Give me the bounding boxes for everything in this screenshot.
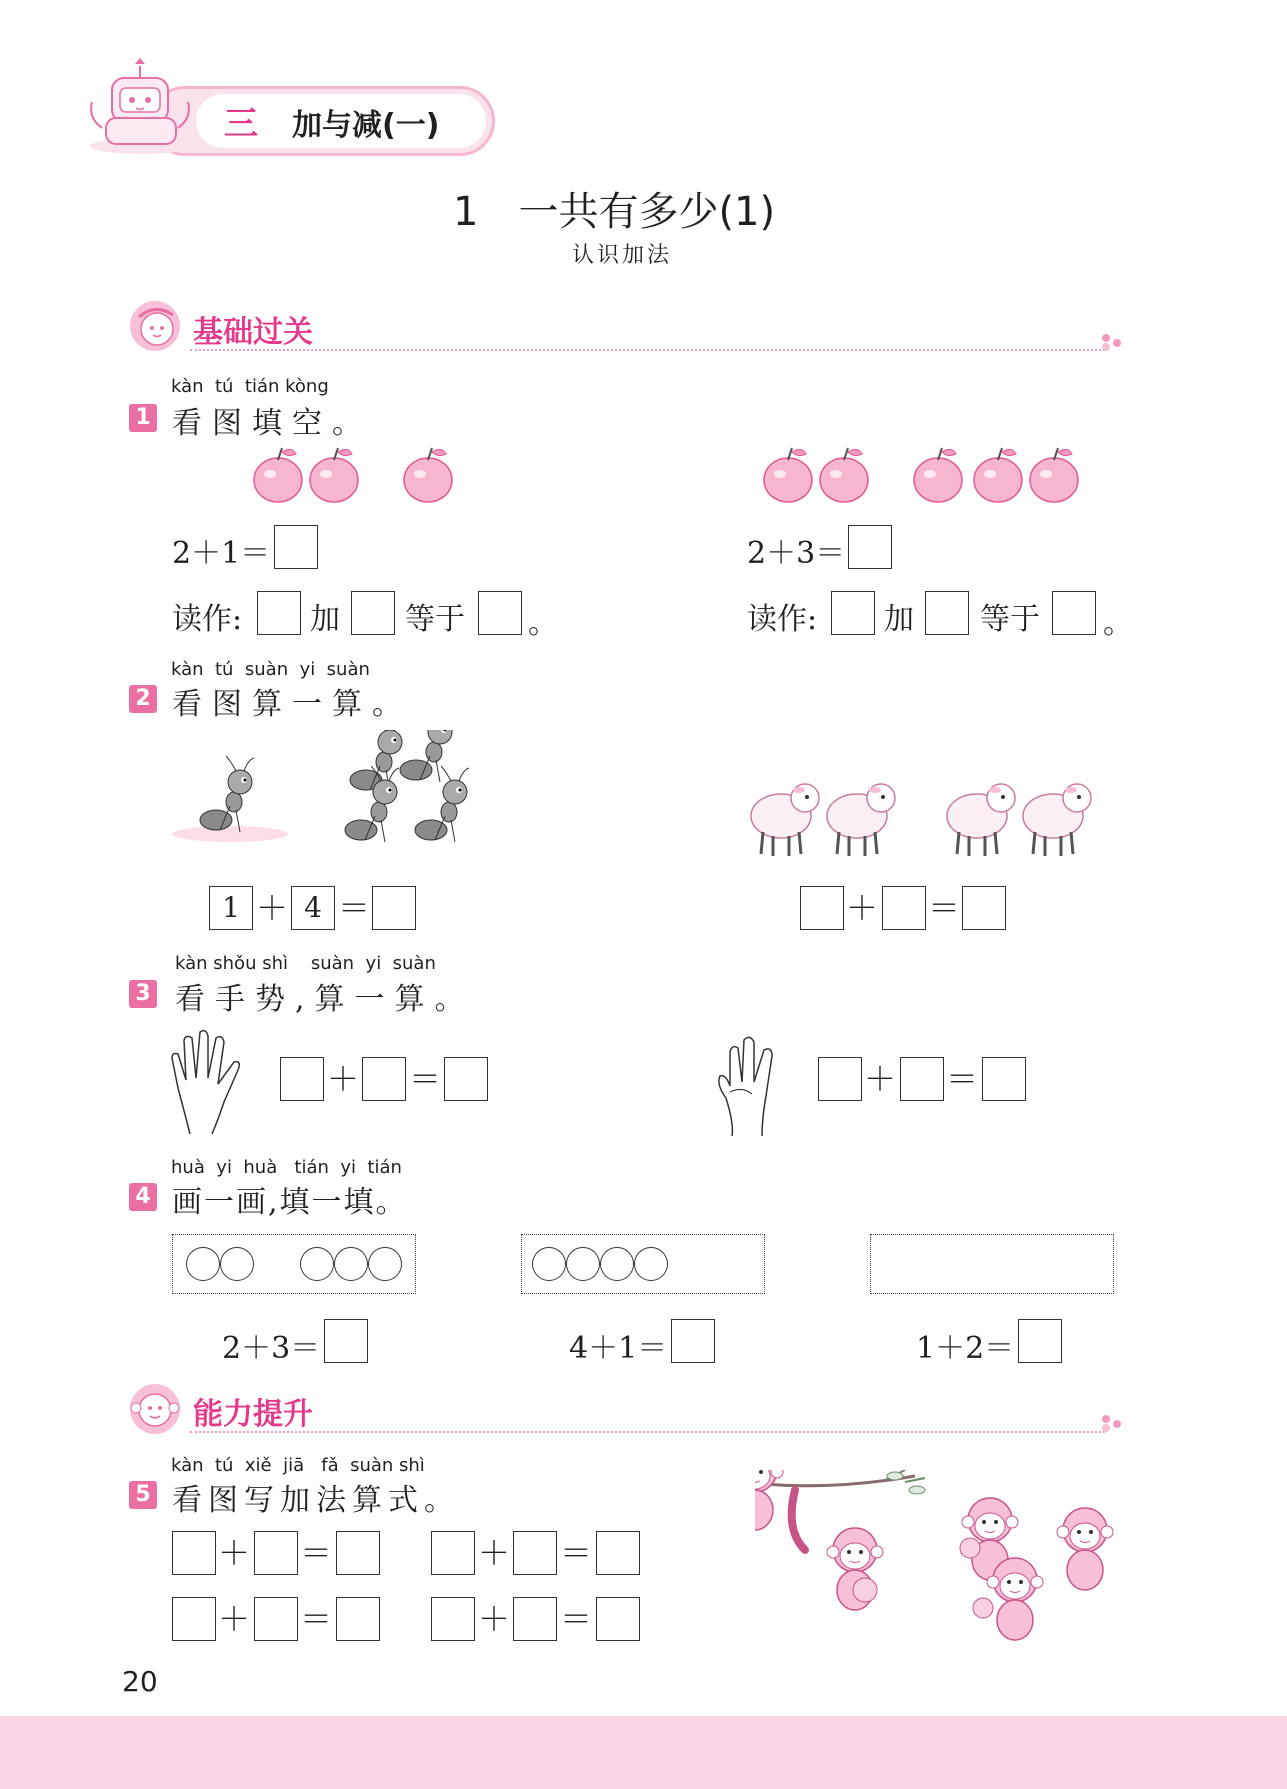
q3-right-equals: ＝ bbox=[946, 1060, 979, 1098]
lesson-title: 1 一共有多少(1) bbox=[453, 189, 776, 235]
q5-row2-left-answer[interactable] bbox=[336, 1597, 380, 1641]
q1-right-read-box-2[interactable] bbox=[925, 591, 969, 635]
apples-left-image bbox=[250, 446, 460, 506]
dots-decoration-icon bbox=[1100, 332, 1130, 352]
q5-pinyin: kàn tú xiě jiā fǎ suàn shì bbox=[171, 1455, 425, 1476]
q4-circle bbox=[334, 1247, 368, 1281]
q1-right-answer-box[interactable] bbox=[848, 525, 892, 569]
q4-pinyin: huà yi huà tián yi tián bbox=[171, 1157, 402, 1178]
q5-row1-left-addend-1[interactable] bbox=[172, 1531, 216, 1575]
q5-row2-left-addend-1[interactable] bbox=[172, 1597, 216, 1641]
monkey-mascot-icon bbox=[127, 1382, 185, 1436]
q2-left-addend-1: 1 bbox=[209, 886, 253, 930]
q2-pinyin: kàn tú suàn yi suàn bbox=[171, 659, 370, 680]
q1-right-read-as: 读作: bbox=[747, 602, 818, 637]
q3-right-addend-1[interactable] bbox=[818, 1057, 862, 1101]
footer-band bbox=[0, 1716, 1287, 1789]
section-title-basic: 基础过关 bbox=[193, 315, 313, 350]
q5-plus: ＋ bbox=[478, 1600, 511, 1638]
q4-circle bbox=[634, 1247, 668, 1281]
q4-circle bbox=[600, 1247, 634, 1281]
q3-left-plus: ＋ bbox=[327, 1060, 360, 1098]
q4-answer-box-3[interactable] bbox=[1018, 1319, 1062, 1363]
q2-right-answer-box[interactable] bbox=[962, 886, 1006, 930]
q1-number-badge: 1 bbox=[129, 404, 157, 432]
q1-right-read-box-1[interactable] bbox=[831, 591, 875, 635]
q1-left-period: 。 bbox=[528, 606, 558, 641]
q4-circle bbox=[566, 1247, 600, 1281]
q5-row2-right-addend-1[interactable] bbox=[431, 1597, 475, 1641]
q3-left-addend-1[interactable] bbox=[280, 1057, 324, 1101]
section-title-advanced: 能力提升 bbox=[193, 1397, 313, 1432]
robot-mascot-icon bbox=[82, 58, 202, 158]
q5-number-badge: 5 bbox=[129, 1481, 157, 1509]
q4-circle bbox=[220, 1247, 254, 1281]
q1-pinyin: kàn tú tián kòng bbox=[171, 376, 329, 397]
hand-five-fingers-icon bbox=[168, 1028, 248, 1136]
q2-left-equals: ＝ bbox=[338, 889, 371, 927]
q5-row1-right-answer[interactable] bbox=[596, 1531, 640, 1575]
q5-row2-left-addend-2[interactable] bbox=[254, 1597, 298, 1641]
q2-right-addend-1[interactable] bbox=[800, 886, 844, 930]
q4-circle bbox=[368, 1247, 402, 1281]
q2-right-addend-2[interactable] bbox=[882, 886, 926, 930]
q1-left-equation: 2＋1＝ bbox=[172, 536, 271, 571]
q3-left-equals: ＝ bbox=[409, 1060, 442, 1098]
lesson-subtitle: 认识加法 bbox=[572, 243, 673, 268]
q1-right-period: 。 bbox=[1103, 606, 1133, 641]
apples-right-image bbox=[760, 446, 1090, 506]
q5-row1-left-addend-2[interactable] bbox=[254, 1531, 298, 1575]
q1-right-equals-word: 等于 bbox=[980, 602, 1040, 637]
q4-equation-3: 1＋2＝ bbox=[916, 1331, 1015, 1366]
q5-equals: ＝ bbox=[300, 1534, 333, 1572]
q5-row1-left-answer[interactable] bbox=[336, 1531, 380, 1575]
q1-left-plus-word: 加 bbox=[310, 602, 340, 637]
q1-left-answer-box[interactable] bbox=[274, 525, 318, 569]
q5-equals: ＝ bbox=[300, 1600, 333, 1638]
q1-right-plus-word: 加 bbox=[884, 602, 914, 637]
q1-left-read-box-2[interactable] bbox=[351, 591, 395, 635]
q5-row1-right-addend-2[interactable] bbox=[513, 1531, 557, 1575]
girl-mascot-icon bbox=[127, 299, 185, 353]
q2-left-answer-box[interactable] bbox=[372, 886, 416, 930]
q1-instruction: 看图填空。 bbox=[172, 406, 372, 441]
q2-left-plus: ＋ bbox=[256, 889, 289, 927]
section-divider-basic bbox=[190, 349, 1105, 351]
dots-decoration-icon bbox=[1100, 1413, 1130, 1433]
q5-instruction: 看图写加法算式。 bbox=[172, 1483, 460, 1518]
q5-equals: ＝ bbox=[560, 1600, 593, 1638]
q4-circle bbox=[532, 1247, 566, 1281]
q2-left-addend-2: 4 bbox=[291, 886, 335, 930]
q1-left-read-box-3[interactable] bbox=[478, 591, 522, 635]
q3-number-badge: 3 bbox=[129, 980, 157, 1008]
q1-right-read-box-3[interactable] bbox=[1052, 591, 1096, 635]
q5-plus: ＋ bbox=[218, 1534, 251, 1572]
q3-right-answer-box[interactable] bbox=[982, 1057, 1026, 1101]
page-number: 20 bbox=[122, 1665, 158, 1698]
q4-circle bbox=[300, 1247, 334, 1281]
q3-right-plus: ＋ bbox=[864, 1060, 897, 1098]
q4-drawing-area-3[interactable] bbox=[870, 1234, 1114, 1294]
q5-equals: ＝ bbox=[560, 1534, 593, 1572]
q2-number-badge: 2 bbox=[129, 685, 157, 713]
hand-three-fingers-icon bbox=[712, 1032, 782, 1136]
sheep-image bbox=[745, 770, 1095, 862]
q4-instruction: 画一画,填一填。 bbox=[172, 1185, 408, 1220]
ants-image bbox=[170, 730, 480, 870]
q3-instruction: 看手势,算一算。 bbox=[175, 982, 475, 1017]
monkeys-image bbox=[755, 1470, 1135, 1650]
q4-number-badge: 4 bbox=[129, 1183, 157, 1211]
q1-left-read-box-1[interactable] bbox=[257, 591, 301, 635]
q4-answer-box-1[interactable] bbox=[324, 1319, 368, 1363]
q4-answer-box-2[interactable] bbox=[671, 1319, 715, 1363]
q5-row2-right-addend-2[interactable] bbox=[513, 1597, 557, 1641]
q3-left-addend-2[interactable] bbox=[362, 1057, 406, 1101]
q5-row1-right-addend-1[interactable] bbox=[431, 1531, 475, 1575]
q1-right-equation: 2＋3＝ bbox=[747, 536, 846, 571]
q2-right-equals: ＝ bbox=[928, 889, 961, 927]
q3-pinyin: kàn shǒu shì suàn yi suàn bbox=[175, 953, 436, 974]
q2-instruction: 看图算一算。 bbox=[172, 687, 412, 722]
q1-left-read-as: 读作: bbox=[172, 602, 243, 637]
unit-number: 三 bbox=[224, 104, 258, 144]
q1-left-equals-word: 等于 bbox=[405, 602, 465, 637]
q3-right-addend-2[interactable] bbox=[900, 1057, 944, 1101]
q4-equation-1: 2＋3＝ bbox=[222, 1331, 321, 1366]
q2-right-plus: ＋ bbox=[846, 889, 879, 927]
section-divider-advanced bbox=[190, 1431, 1105, 1433]
q4-circle bbox=[186, 1247, 220, 1281]
q3-left-answer-box[interactable] bbox=[444, 1057, 488, 1101]
q5-plus: ＋ bbox=[478, 1534, 511, 1572]
q5-plus: ＋ bbox=[218, 1600, 251, 1638]
q5-row2-right-answer[interactable] bbox=[596, 1597, 640, 1641]
unit-title: 加与减(一) bbox=[292, 108, 440, 143]
q4-equation-2: 4＋1＝ bbox=[569, 1331, 668, 1366]
